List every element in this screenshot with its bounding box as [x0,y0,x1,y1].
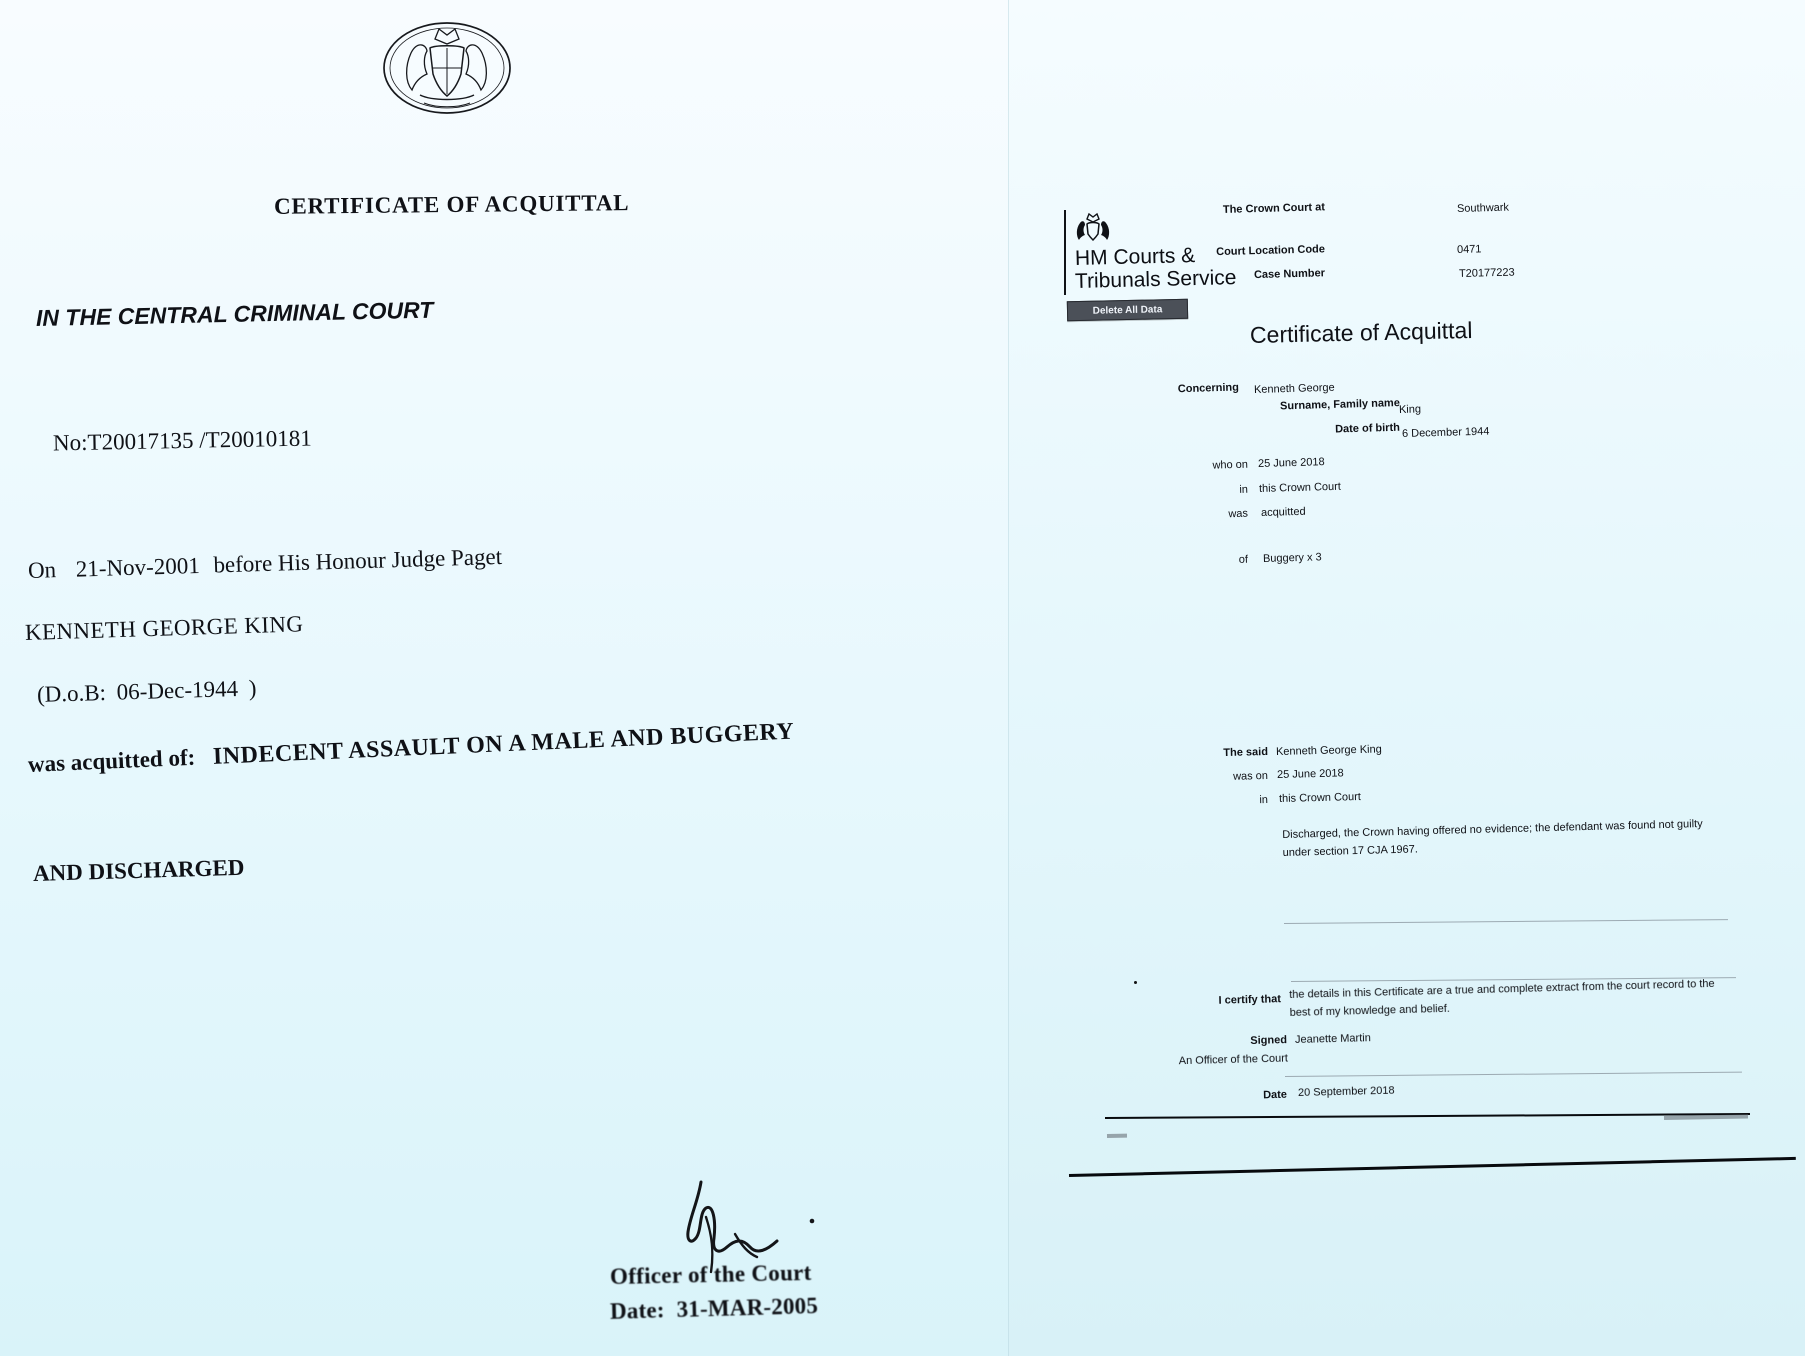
signature-rule [1285,1072,1742,1077]
hearing-prefix: On [27,557,57,583]
royal-coat-of-arms-icon [381,17,513,119]
court-location-code-value: 0471 [1456,243,1482,256]
said-value: Kenneth George King [1275,743,1382,758]
judge-text: before His Honour Judge Paget [213,543,503,578]
date-of-birth-line [37,675,257,708]
defendant-name: KENNETH GEORGE KING [24,611,304,645]
of-label: of [1238,553,1249,566]
officer-date-value: 31-MAR-2005 [676,1293,819,1323]
officer-date-label: Date: [609,1297,665,1324]
court-in-label: in [1239,483,1249,496]
concerning-label: Concerning [1177,381,1240,396]
certificate-title: CERTIFICATE OF ACQUITTAL [273,190,630,219]
certify-label: I certify that [1218,993,1282,1007]
acquittal-line [27,719,794,779]
dob-suffix: ) [248,675,257,701]
date-label: Date [1262,1088,1288,1102]
was-on-value: 25 June 2018 [1276,767,1344,781]
footer-small-mark-right [1664,1115,1748,1120]
court-location-code-label: Court Location Code [1216,243,1326,259]
second-in-value: this Crown Court [1278,791,1362,805]
date-value: 20 September 2018 [1297,1084,1395,1099]
royal-crest-icon [1075,212,1111,242]
certification-text: the details in this Certificate are a true and complete extract from the court record to the best of my knowledge and belief. [1289,977,1715,1019]
who-on-value: 25 June 2018 [1257,456,1325,470]
right-certificate-page [1008,0,1805,1356]
court-name: IN THE CENTRAL CRIMINAL COURT [35,296,434,331]
crown-court-label: The Crown Court at [1222,201,1326,216]
small-mark [1134,981,1137,984]
second-in-label: in [1259,793,1269,807]
who-on-label: who on [1212,458,1249,472]
hmcts-logo-line-1: HM Courts & [1074,244,1196,270]
was-on-label: was on [1232,769,1269,783]
case-number-label: Case Number [1253,267,1326,282]
officer-label: An Officer of the Court [1178,1052,1289,1068]
hearing-date: 21-Nov-2001 [75,552,201,582]
blank-rule-1 [1284,919,1728,924]
was-value: acquitted [1260,505,1306,519]
surname-value: King [1398,403,1422,416]
discharged-text: AND DISCHARGED [32,854,245,886]
delete-all-data-button[interactable]: Delete All Data [1067,299,1188,322]
said-label: The said [1223,745,1269,760]
concerning-value: Kenneth George [1253,381,1335,396]
offence-text: INDECENT ASSAULT ON A MALE AND BUGGERY [212,718,795,770]
certificate-title: Certificate of Acquittal [1249,316,1473,348]
date-of-birth-label: Date of birth [1334,421,1401,436]
hmcts-logo-line-2: Tribunals Service [1074,266,1237,293]
officer-date-line [610,1293,819,1325]
footer-small-mark-left [1107,1134,1127,1138]
dob-prefix: (D.o.B: [36,679,107,707]
officer-of-court-label: Officer of the Court [609,1259,812,1290]
signed-value: Jeanette Martin [1294,1032,1371,1046]
crown-court-value: Southwark [1456,201,1510,215]
dob-value: 06-Dec-1944 [116,676,239,705]
case-number-value: T20177223 [1458,266,1515,280]
date-of-birth-value: 6 December 1944 [1401,425,1490,440]
court-in-value: this Crown Court [1258,480,1342,495]
acquittal-label: was acquitted of: [27,744,196,777]
was-label: was [1228,507,1249,521]
hearing-line [28,544,503,584]
footer-rule-1 [1105,1113,1750,1119]
signed-label: Signed [1250,1034,1288,1047]
logo-divider [1064,210,1066,295]
right-certificate-content [1009,0,1805,1356]
outcome-text: Discharged, the Crown having offered no evidence; the defendant was found not guilty under section 17 CJA 1967. [1282,817,1703,859]
offence-value: Buggery x 3 [1262,551,1322,565]
surname-label: Surname, Family name [1279,397,1401,413]
footer-rule-2 [1069,1157,1796,1177]
case-number: No:T20017135 /T20010181 [52,425,312,456]
